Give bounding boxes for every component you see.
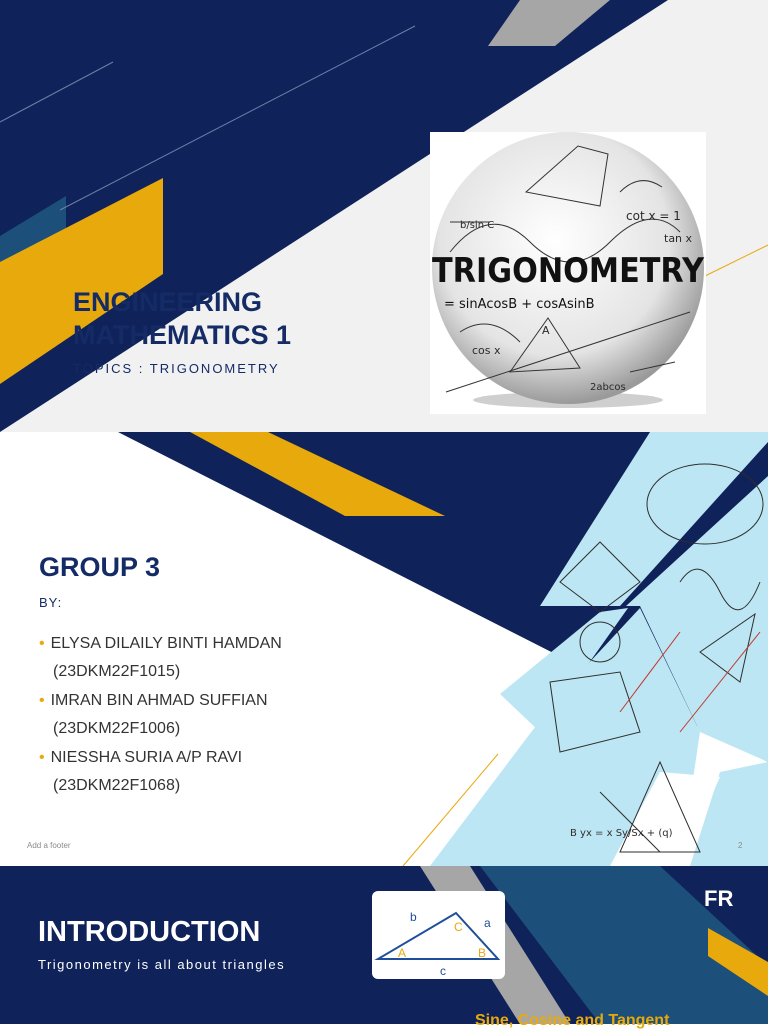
- group-title: GROUP 3: [39, 552, 161, 582]
- slide-2: [0, 432, 768, 866]
- cos-text: cos x: [472, 344, 501, 357]
- member-item: [39, 744, 242, 800]
- by-label: BY:: [39, 595, 63, 610]
- title-line-2: MATHEMATICS 1: [73, 320, 291, 350]
- triangle-diagram: [372, 891, 505, 979]
- formula-sketch-text: B yx = x Sy/Sx + (q): [570, 828, 673, 839]
- side-c-label: c: [440, 964, 446, 978]
- bullet-icon: •: [39, 635, 45, 652]
- angle-c-label: C: [454, 920, 463, 934]
- angle-a-text: A: [542, 324, 550, 337]
- slide-1: [0, 0, 768, 432]
- footer-text: Add a footer: [27, 841, 71, 850]
- side-a-label: a: [484, 916, 491, 930]
- introduction-subtitle: Trigonometry is all about triangles: [38, 957, 286, 972]
- member-id: (23DKM22F1006): [53, 720, 181, 737]
- member-name: IMRAN BIN AHMAD SUFFIAN: [50, 692, 268, 709]
- member-item: [39, 687, 268, 743]
- slide-1-title: [73, 286, 291, 352]
- bullet-icon: •: [39, 692, 45, 709]
- cot-text: cot x = 1: [626, 209, 681, 223]
- side-b-label: b: [410, 910, 417, 924]
- page-number: 2: [738, 841, 743, 850]
- fr-badge: FR: [704, 886, 734, 911]
- formula-text: = sinAcosB + cosAsinB: [444, 297, 595, 312]
- slide-3: [0, 866, 768, 1029]
- sphere-heading-text: TRIGONOMETRY: [432, 251, 705, 291]
- member-name: ELYSA DILAILY BINTI HAMDAN: [50, 635, 282, 652]
- member-id: (23DKM22F1068): [53, 777, 181, 794]
- abc-text: 2abcos: [590, 382, 626, 393]
- member-name: NIESSHA SURIA A/P RAVI: [50, 749, 243, 766]
- angle-b-label: B: [478, 946, 487, 960]
- trigonometry-sphere-image: [430, 132, 706, 414]
- slide-1-subtitle: TOPICS : TRIGONOMETRY: [73, 361, 280, 376]
- title-line-1: ENGINEERING: [73, 287, 263, 317]
- introduction-title: INTRODUCTION: [38, 916, 261, 948]
- member-item: [39, 630, 282, 686]
- bullet-icon: •: [39, 749, 45, 766]
- partial-heading: Sine, Cosine and Tangent: [475, 1012, 670, 1029]
- sphere-graphic: [430, 132, 706, 414]
- sinc-text: b/sin C: [460, 220, 495, 231]
- triangle-svg: [372, 891, 505, 979]
- angle-a-label: A: [398, 946, 407, 960]
- member-id: (23DKM22F1015): [53, 663, 181, 680]
- tan-text: tan x: [664, 232, 693, 245]
- gold-line: [705, 245, 768, 276]
